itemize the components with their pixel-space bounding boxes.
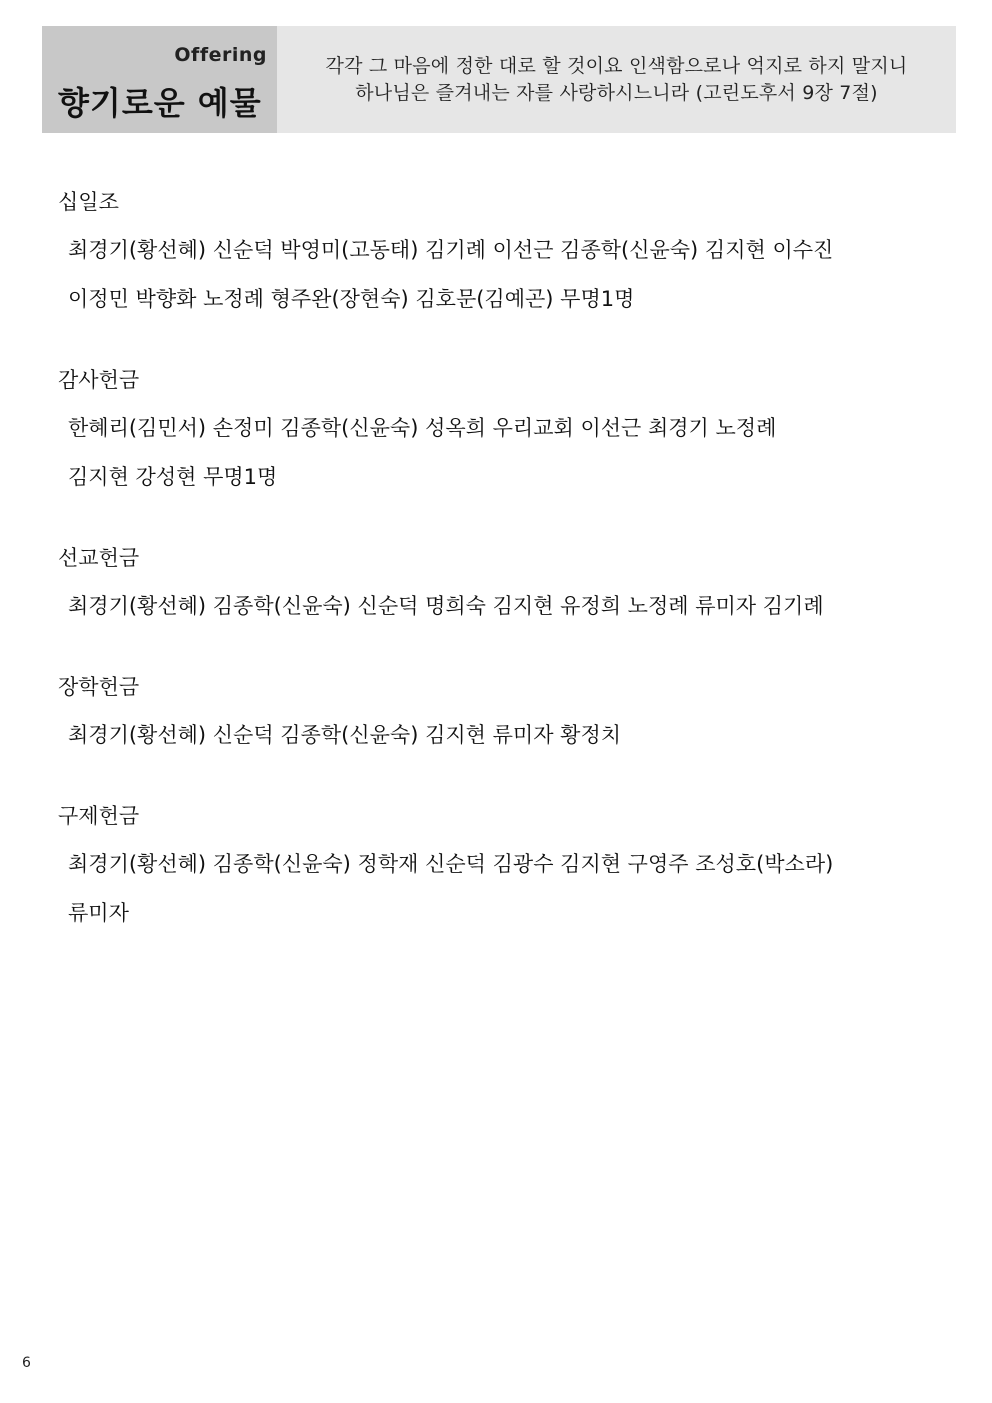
section-tithe <box>58 184 938 324</box>
donor-names-line: 김지현 강성현 무명1명 <box>68 465 278 489</box>
donor-names-line: 최경기(황선혜) 신순덕 박영미(고동태) 김기례 이선근 김종학(신윤숙) 김지현 이수진 <box>68 238 834 262</box>
section-scholarship <box>58 669 938 760</box>
scripture-verse-box <box>277 26 956 133</box>
donor-names-line: 최경기(황선혜) 김종학(신윤숙) 정학재 신순덕 김광수 김지현 구영주 조성호(박소라) <box>68 852 834 876</box>
section-relief <box>58 798 938 938</box>
header-title-box <box>42 26 277 133</box>
donor-names-line: 한혜리(김민서) 손정미 김종학(신윤숙) 성옥희 우리교회 이선근 최경기 노정례 <box>68 416 777 440</box>
section-title: 구제헌금 <box>58 804 140 828</box>
section-mission <box>58 540 938 631</box>
donor-names-line: 이정민 박향화 노정례 형주완(장현숙) 김호문(김예곤) 무명1명 <box>68 287 635 311</box>
section-title: 장학헌금 <box>58 675 140 699</box>
offering-sections <box>58 184 938 976</box>
section-thanksgiving <box>58 362 938 502</box>
header-title-english: Offering <box>174 44 267 66</box>
donor-names-line: 최경기(황선혜) 김종학(신윤숙) 신순덕 명희숙 김지현 유정희 노정례 류미자 김기례 <box>68 594 824 618</box>
donor-names-line: 최경기(황선혜) 신순덕 김종학(신윤숙) 김지현 류미자 황정치 <box>68 723 622 747</box>
donor-names-line: 류미자 <box>68 901 129 925</box>
header-title-korean: 향기로운 예물 <box>58 84 262 122</box>
verse-line-2: 하나님은 즐겨내는 자를 사랑하시느니라 (고린도후서 9장 7절) <box>355 81 878 104</box>
verse-line-1: 각각 그 마음에 정한 대로 할 것이요 인색함으로나 억지로 하지 말지니 <box>325 54 908 77</box>
section-title: 십일조 <box>58 190 119 214</box>
offering-header <box>42 26 956 133</box>
section-title: 감사헌금 <box>58 368 140 392</box>
section-title: 선교헌금 <box>58 546 140 570</box>
page-number: 6 <box>22 1355 31 1371</box>
